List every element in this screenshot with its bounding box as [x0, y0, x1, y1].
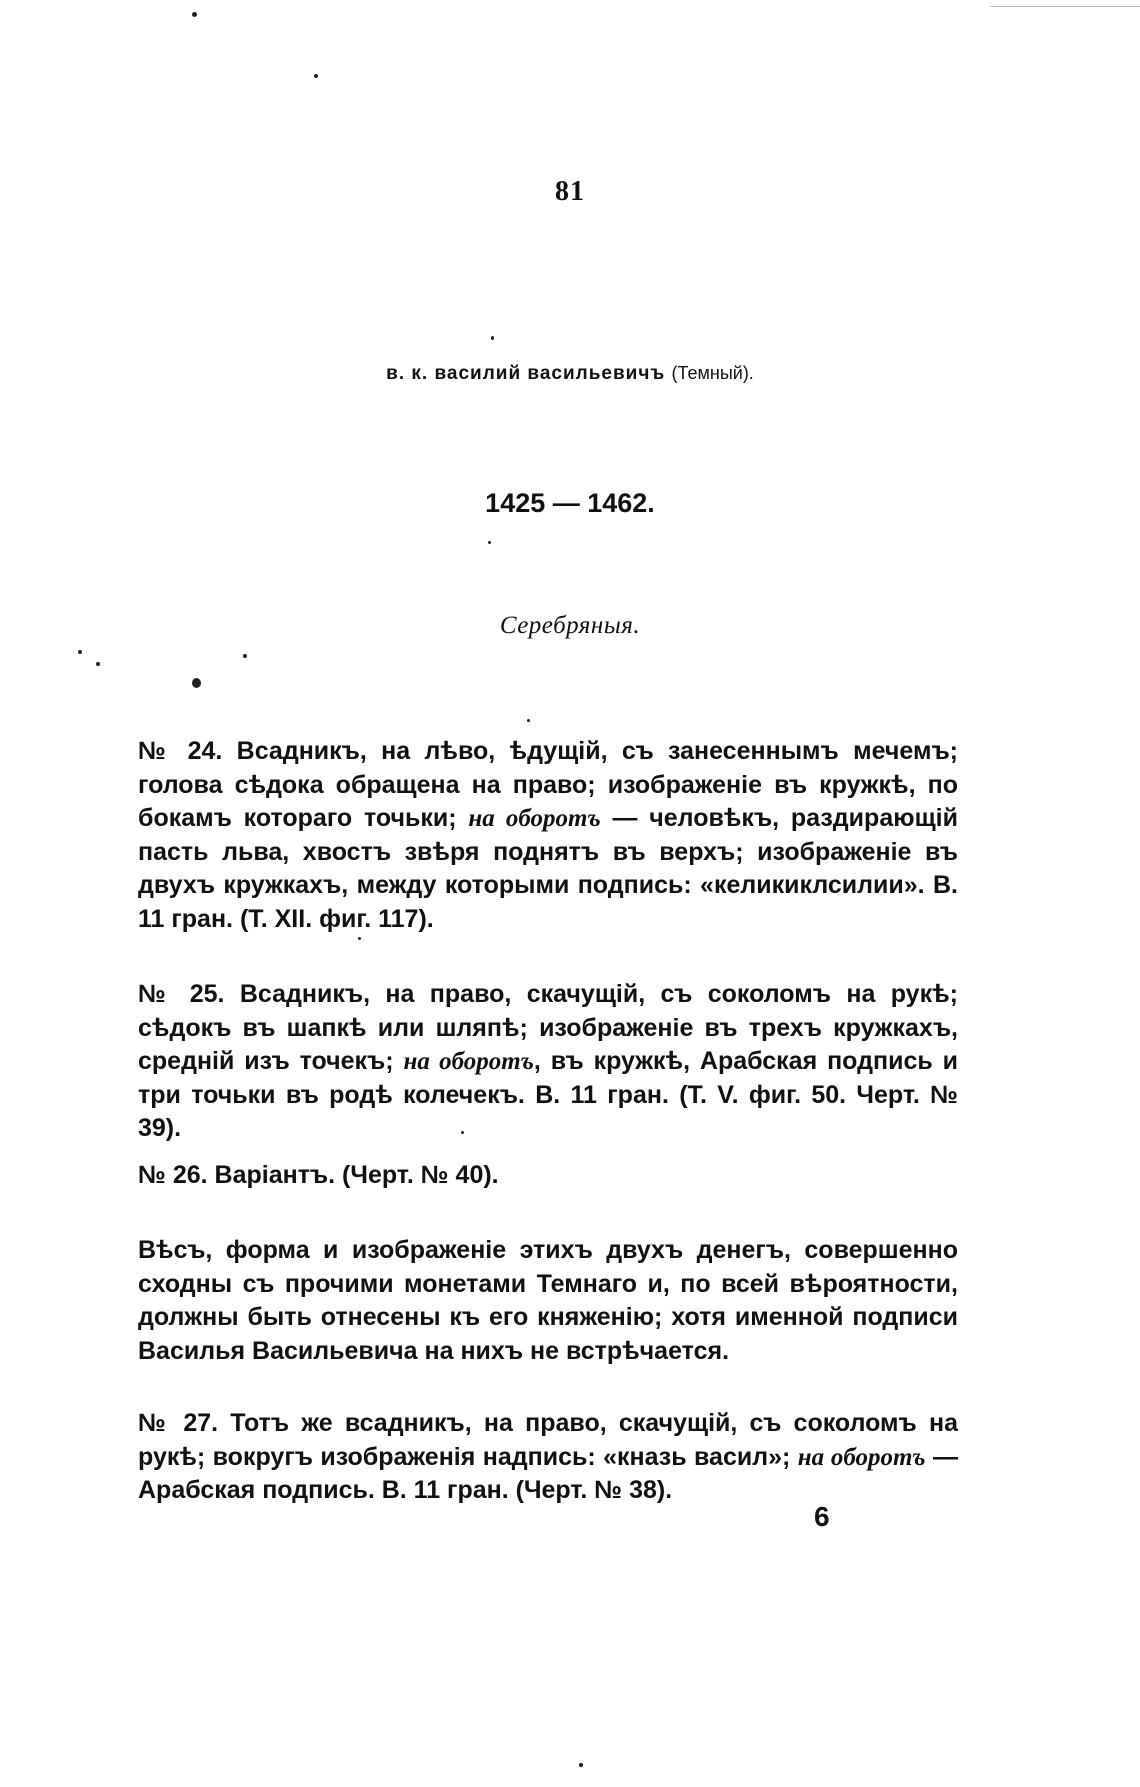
ink-speck — [78, 650, 82, 654]
ink-speck — [192, 12, 197, 17]
catalog-entry-26 — [138, 1159, 958, 1193]
ink-speck — [314, 74, 318, 78]
ink-speck — [358, 937, 361, 940]
ink-speck — [96, 662, 100, 666]
coin-metal-heading: Серебряныя. — [499, 612, 641, 639]
entry-text: , въ кружкѣ, Арабская подпись и три точьки въ родѣ колечекъ. В. 11 гран. (Т. V. фиг. 50. Черт. № 39). — [138, 1047, 958, 1142]
catalog-entry-25 — [138, 978, 958, 1146]
ink-speck — [192, 678, 201, 688]
ink-speck — [488, 541, 491, 544]
signature-mark: 6 — [814, 1501, 830, 1532]
ruler-epithet: (Темный). — [671, 363, 754, 383]
ink-speck — [527, 719, 530, 722]
scan-edge-line — [990, 6, 1140, 7]
reverse-label: на оборотъ — [468, 805, 601, 832]
commentary-paragraph — [138, 1234, 958, 1368]
page-number: 81 — [555, 176, 585, 207]
ink-speck — [579, 1763, 583, 1767]
entry-text: № 24. Всадникъ, на лѣво, ѣдущій, съ занесеннымъ мечемъ; голова сѣдока обращена на право; изображеніе въ кружкѣ, по бокамъ котораго точьки; — [138, 737, 958, 832]
ink-speck — [491, 336, 494, 340]
catalog-entry-24 — [138, 735, 958, 936]
entry-text: № 26. Варіантъ. (Черт. № 40). — [138, 1161, 499, 1189]
reign-years: 1425 — 1462. — [485, 488, 655, 518]
reverse-label: на оборотъ — [403, 1048, 534, 1075]
entry-text: — человѣкъ, раздирающій пасть льва, хвостъ звѣря поднятъ въ верхъ; изображеніе въ двухъ кружкахъ, между которыми подпись: «келикиклсилии». В. 11 гран. (Т. XII. фиг. 117). — [138, 804, 958, 933]
section-heading — [0, 363, 1140, 385]
entry-text: № 25. Всадникъ, на право, скачущій, съ соколомъ на рукѣ; сѣдокъ въ шапкѣ или шляпѣ; изображеніе въ трехъ кружкахъ, средній изъ точекъ; — [138, 980, 958, 1075]
ruler-name: в. к. василий васильевичъ — [386, 363, 666, 384]
commentary-text: Вѣсъ, форма и изображеніе этихъ двухъ денегъ, совершенно сходны съ прочими монетами Темнаго и, по всей вѣроятности, должны быть отнесены къ его княженію; хотя именной подписи Василья Васильевича на нихъ не встрѣчается. — [138, 1236, 958, 1365]
entry-text: — Арабская подпись. В. 11 гран. (Черт. № 38). — [138, 1442, 958, 1504]
ink-speck — [243, 654, 247, 658]
catalog-entry-27 — [138, 1407, 958, 1508]
entry-text: № 27. Тотъ же всадникъ, на право, скачущій, съ соколомъ на рукѣ; вокругъ изображенія надпись: «кназь васил»; — [138, 1409, 958, 1471]
reverse-label: на оборотъ — [797, 1443, 926, 1471]
